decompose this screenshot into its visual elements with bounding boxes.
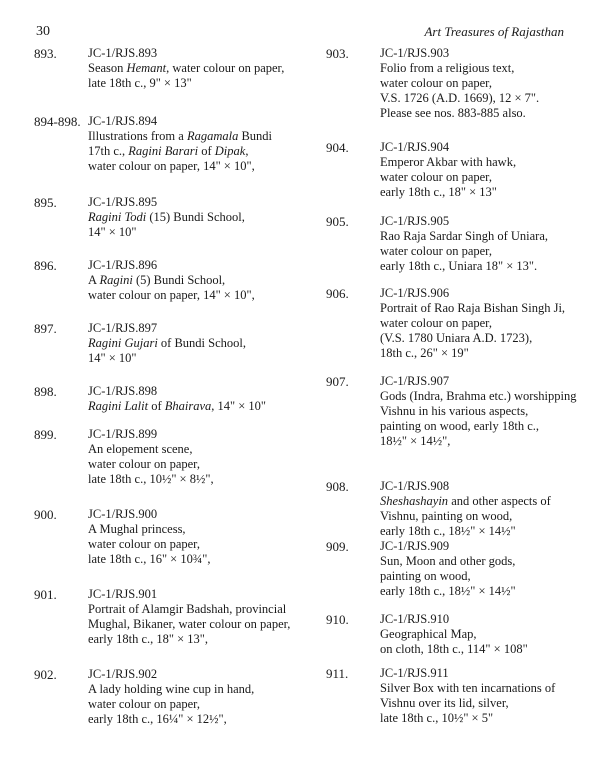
catalogue-entry (34, 114, 306, 174)
entry-line: water colour on paper, (380, 316, 492, 330)
entry-line: early 18th c., Uniara 18" × 13". (380, 259, 538, 273)
catalogue-entry (326, 46, 576, 121)
entry-number: 903. (326, 46, 349, 61)
entry-line: Geographical Map, (380, 627, 477, 641)
entry-number: 905. (326, 214, 349, 229)
accession-number: JC-1/RJS.902 (88, 667, 158, 681)
catalogue-entry (34, 46, 306, 91)
entry-description (380, 214, 576, 274)
catalogue-entry (34, 667, 306, 727)
accession-number: JC-1/RJS.905 (380, 214, 450, 228)
entry-number: 897. (34, 321, 57, 336)
entry-line: Ragini Gujari of Bundi School, (88, 336, 246, 350)
entry-number: 901. (34, 587, 57, 602)
accession-number: JC-1/RJS.901 (88, 587, 158, 601)
entry-line: A lady holding wine cup in hand, (88, 682, 255, 696)
entry-line: water colour on paper, (380, 244, 492, 258)
entry-description (88, 321, 306, 366)
entry-line: early 18th c., 18" × 13", (88, 632, 209, 646)
accession-number: JC-1/RJS.906 (380, 286, 450, 300)
entry-line: 18th c., 26" × 19" (380, 346, 469, 360)
catalogue-entry (326, 479, 576, 539)
accession-number: JC-1/RJS.907 (380, 374, 450, 388)
entry-description (380, 479, 576, 539)
accession-number: JC-1/RJS.904 (380, 140, 450, 154)
entry-line: (V.S. 1780 Uniara A.D. 1723), (380, 331, 533, 345)
accession-number: JC-1/RJS.894 (88, 114, 158, 128)
entry-line: Ragini Lalit of Bhairava, 14" × 10" (88, 399, 267, 413)
entry-line: water colour on paper, (88, 697, 200, 711)
entry-line: Rao Raja Sardar Singh of Uniara, (380, 229, 549, 243)
accession-number: JC-1/RJS.909 (380, 539, 450, 553)
accession-number: JC-1/RJS.896 (88, 258, 158, 272)
entry-line: late 18th c., 16" × 10¾", (88, 552, 211, 566)
entry-number: 908. (326, 479, 349, 494)
accession-number: JC-1/RJS.903 (380, 46, 450, 60)
entry-line: Illustrations from a Ragamala Bundi (88, 129, 273, 143)
entry-number: 898. (34, 384, 57, 399)
entry-line: Vishnu over its lid, silver, (380, 696, 509, 710)
entry-number: 904. (326, 140, 349, 155)
entry-description (88, 587, 306, 647)
catalogue-entry (326, 214, 576, 274)
entry-line: water colour on paper, (88, 537, 200, 551)
entry-line: water colour on paper, (380, 76, 492, 90)
entry-description (88, 384, 306, 414)
entry-description (88, 258, 306, 303)
entry-line: A Ragini (5) Bundi School, (88, 273, 226, 287)
entry-line: An elopement scene, (88, 442, 193, 456)
entry-line: Folio from a religious text, (380, 61, 515, 75)
entry-description (380, 286, 576, 361)
entry-description (380, 140, 576, 200)
entry-number: 899. (34, 427, 57, 442)
entry-line: Emperor Akbar with hawk, (380, 155, 517, 169)
entry-line: 18½" × 14½", (380, 434, 451, 448)
entry-description (88, 427, 306, 487)
entry-line: 17th c., Ragini Barari of Dipak, (88, 144, 249, 158)
entry-description (380, 666, 576, 726)
catalogue-entry (34, 321, 306, 366)
catalogue-entry (326, 539, 576, 599)
entry-line: Sheshashayin and other aspects of (380, 494, 551, 508)
accession-number: JC-1/RJS.897 (88, 321, 158, 335)
entry-line: Portrait of Alamgir Badshah, provincial (88, 602, 287, 616)
accession-number: JC-1/RJS.898 (88, 384, 158, 398)
running-title: Art Treasures of Rajasthan (424, 24, 564, 39)
catalogue-entry (34, 587, 306, 647)
entry-line: Mughal, Bikaner, water colour on paper, (88, 617, 291, 631)
entry-line: water colour on paper, 14" × 10", (88, 288, 255, 302)
entry-line: A Mughal princess, (88, 522, 186, 536)
entry-line: V.S. 1726 (A.D. 1669), 12 × 7". (380, 91, 540, 105)
accession-number: JC-1/RJS.895 (88, 195, 158, 209)
entry-number: 896. (34, 258, 57, 273)
entry-line: Season Hemant, water colour on paper, (88, 61, 285, 75)
catalogue-entry (34, 427, 306, 487)
catalogue-entry (34, 384, 306, 414)
entry-line: on cloth, 18th c., 114" × 108" (380, 642, 528, 656)
entry-description (88, 195, 306, 240)
entry-number: 906. (326, 286, 349, 301)
entry-line: Ragini Todi (15) Bundi School, (88, 210, 245, 224)
entry-line: Silver Box with ten incarnations of (380, 681, 556, 695)
entry-description (380, 46, 576, 121)
accession-number: JC-1/RJS.899 (88, 427, 158, 441)
catalogue-entry (326, 286, 576, 361)
catalogue-entry (34, 258, 306, 303)
entry-line: Please see nos. 883-885 also. (380, 106, 526, 120)
entry-line: Vishnu, painting on wood, (380, 509, 513, 523)
catalogue-entry (34, 507, 306, 567)
entry-line: painting on wood, early 18th c., (380, 419, 539, 433)
entry-line: early 18th c., 18" × 13" (380, 185, 497, 199)
entry-number: 894-898. (34, 114, 81, 129)
entry-number: 902. (34, 667, 57, 682)
entry-line: Gods (Indra, Brahma etc.) worshipping (380, 389, 577, 403)
catalogue-entry (326, 374, 576, 449)
accession-number: JC-1/RJS.908 (380, 479, 450, 493)
entry-line: water colour on paper, (380, 170, 492, 184)
entry-line: Sun, Moon and other gods, (380, 554, 516, 568)
accession-number: JC-1/RJS.911 (380, 666, 449, 680)
entry-number: 909. (326, 539, 349, 554)
entry-description (88, 507, 306, 567)
entry-line: 14" × 10" (88, 225, 137, 239)
accession-number: JC-1/RJS.910 (380, 612, 450, 626)
entry-line: early 18th c., 16¼" × 12½", (88, 712, 227, 726)
catalogue-entry (326, 612, 576, 657)
entry-line: water colour on paper, 14" × 10", (88, 159, 255, 173)
entry-description (88, 667, 306, 727)
entry-line: painting on wood, (380, 569, 471, 583)
entry-number: 895. (34, 195, 57, 210)
entry-line: late 18th c., 10½" × 5" (380, 711, 494, 725)
entry-line: water colour on paper, (88, 457, 200, 471)
entry-number: 907. (326, 374, 349, 389)
page-number: 30 (36, 24, 50, 39)
entry-line: Portrait of Rao Raja Bishan Singh Ji, (380, 301, 566, 315)
entry-line: late 18th c., 10½" × 8½", (88, 472, 214, 486)
accession-number: JC-1/RJS.893 (88, 46, 158, 60)
accession-number: JC-1/RJS.900 (88, 507, 158, 521)
entry-number: 910. (326, 612, 349, 627)
entry-description (380, 612, 576, 657)
catalogue-entry (326, 666, 576, 726)
entry-line: early 18th c., 18½" × 14½" (380, 524, 516, 538)
entry-description (380, 539, 576, 599)
entry-description (88, 114, 306, 174)
entry-number: 893. (34, 46, 57, 61)
entry-description (88, 46, 306, 91)
entry-description (380, 374, 576, 449)
catalogue-entry (34, 195, 306, 240)
entry-line: late 18th c., 9" × 13" (88, 76, 192, 90)
entry-line: Vishnu in his various aspects, (380, 404, 529, 418)
entry-line: early 18th c., 18½" × 14½" (380, 584, 516, 598)
entry-number: 911. (326, 666, 349, 681)
entry-line: 14" × 10" (88, 351, 137, 365)
catalogue-entry (326, 140, 576, 200)
entry-number: 900. (34, 507, 57, 522)
